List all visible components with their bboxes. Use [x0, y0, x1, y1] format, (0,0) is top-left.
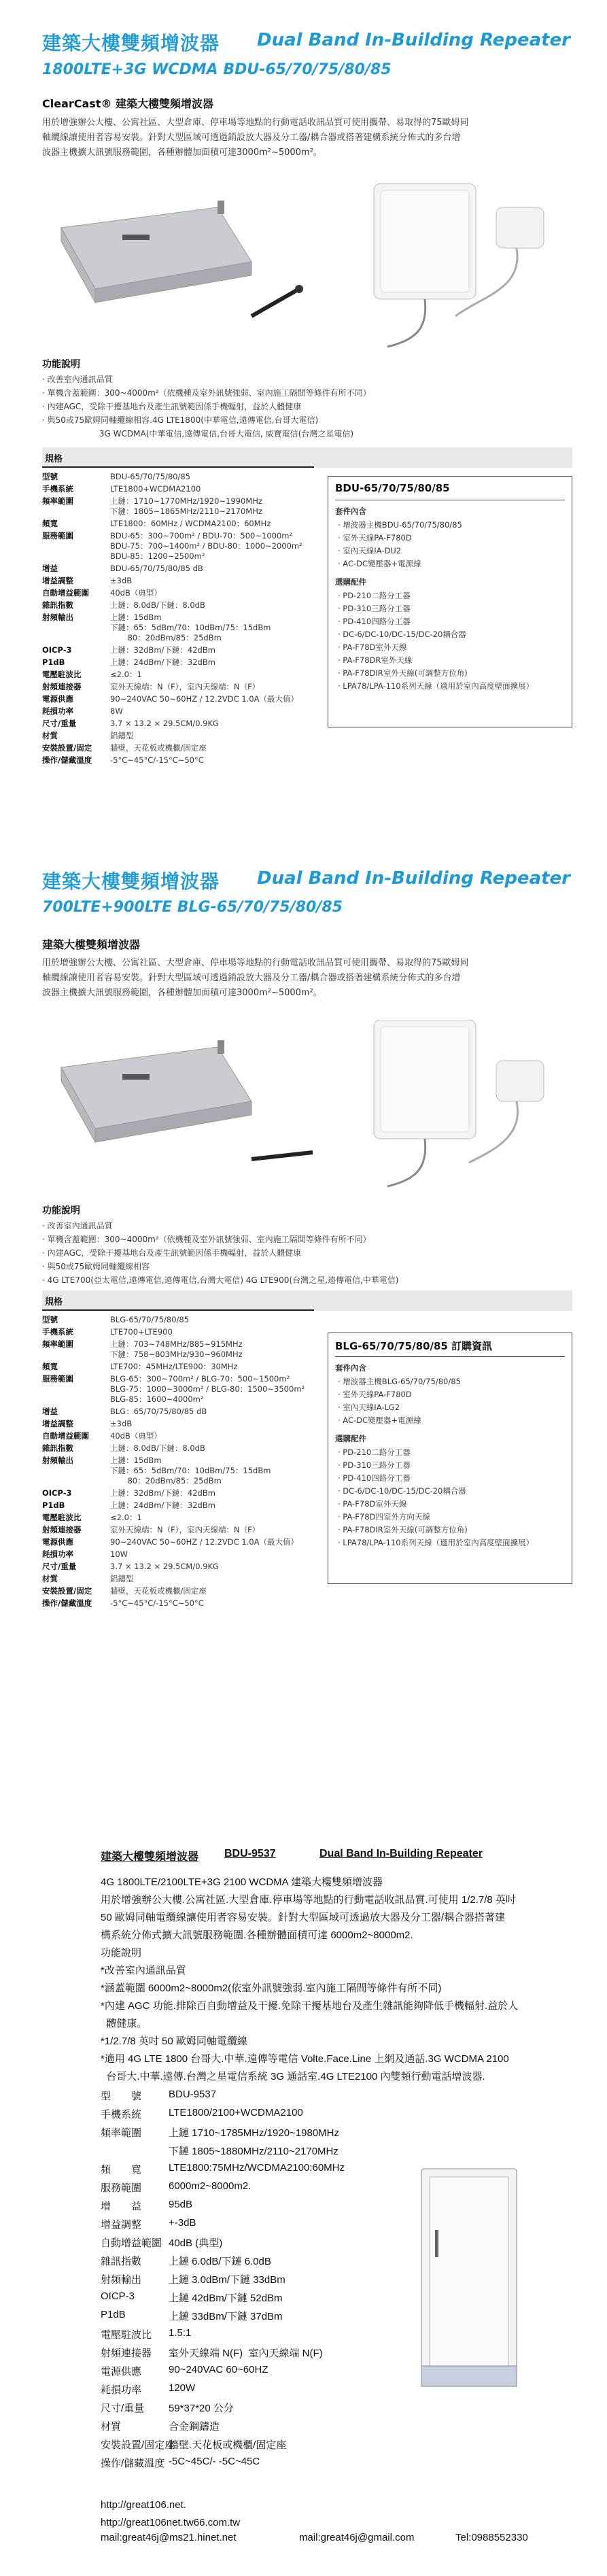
repeater-unit-icon — [61, 1040, 252, 1142]
intro-line: 波器主機擴大訊號服務範圍，各種辦體加面積可達3000m²~5000m²。 — [42, 148, 322, 158]
spec-key: 材質 — [101, 2421, 122, 2433]
spec-key: 耗損功率 — [42, 1549, 73, 1559]
website-link[interactable]: http://great106net.tw66.com.tw — [101, 2517, 241, 2528]
spec-value: 上鏈：8.0dB/下鏈：8.0dB — [110, 1443, 205, 1453]
spec-key: 增益調整 — [42, 576, 73, 585]
spec-key: 頻率範圍 — [101, 2127, 142, 2139]
section3-header-model: BDU-9537 — [224, 1848, 276, 1859]
spec-value: 上鏈：8.0dB/下鏈：8.0dB — [110, 600, 205, 610]
spec-value: 鋁鑄型 — [110, 1574, 134, 1583]
spec-value: 3.7 × 13.2 × 29.5CM/0.9KG — [110, 1562, 219, 1571]
spec-value: 室外天線端：N（F），室內天線端：N（F） — [110, 1525, 260, 1534]
spec-value: +-3dB — [169, 2217, 196, 2229]
panel-antenna-icon — [374, 184, 476, 347]
spec-value: BLG-65：300~700m² / BLG-70：500~1500m² — [110, 1374, 290, 1384]
section1-features-heading: 功能說明 — [42, 359, 80, 370]
section1-spec-heading: 規格 — [45, 454, 63, 464]
spec-value: BLG-65/70/75/80/85 — [110, 1315, 190, 1324]
section1-order-box — [328, 476, 572, 727]
spec-key: 增益調整 — [42, 1419, 73, 1428]
feature-item: · 改善室內通訊品質 — [42, 375, 113, 384]
box-options — [338, 589, 534, 693]
spec-key: 材質 — [42, 731, 58, 740]
spec-key: OICP-3 — [42, 1488, 72, 1498]
box-option-item: · PD-310三路分工器 — [338, 1460, 411, 1470]
spec-key: 射頻輸出 — [101, 2274, 142, 2286]
box-option-item: · DC-6/DC-10/DC-15/DC-20耦合器 — [338, 1486, 466, 1496]
desc-line: *1/2.7/8 英吋 50 歐姆同軸電纜線 — [101, 2036, 247, 2047]
spec-value: 室外天線端 N(F) 室內天線端 N(F) — [169, 2348, 323, 2359]
spec-key: P1dB — [42, 657, 65, 667]
section2-subtitle: 700LTE+900LTE BLG-65/70/75/80/85 — [42, 899, 343, 916]
spec-key: 尺寸/重量 — [42, 1562, 77, 1571]
intro-line: 波器主機擴大訊號服務範圍，各種辦體加面積可達3000m²~5000m²。 — [42, 988, 322, 998]
box-option-item: · LPA78/LPA-110系列天線（適用於室內高度壁面擴展） — [338, 1538, 534, 1547]
spec-key: 服務範圍 — [42, 531, 73, 540]
spec-value: 90~240VAC 50~60HZ / 12.2VDC 1.0A（最大值） — [110, 1537, 298, 1547]
spec-value: 95dB — [169, 2199, 193, 2210]
feature-item: · 單機含蓋範圍：300~4000m²（依機種及室外訊號強弱、室內施工隔間等條件有所不同） — [42, 388, 371, 398]
spec-key: P1dB — [101, 2309, 126, 2320]
desc-line: 體健康。 — [101, 2018, 148, 2029]
box-list-item: · 室內天線IA-LG2 — [338, 1403, 400, 1412]
spec-value: 上鏈：32dBm/下鏈：42dBm — [110, 1488, 215, 1498]
spec-value: 120W — [169, 2382, 196, 2394]
spec-value: BLG-75：1000~3000m² / BLG-80：1500~3500m² — [110, 1384, 305, 1394]
section2-features — [42, 1219, 579, 1287]
intro-line: 軸纜線讓使用者容易安裝。針對大型區域可透過銷設放大器及分工器/耦合器或搭著建構系統分佈式的多台增 — [42, 973, 461, 983]
section2-title-cn: 建築大樓雙頻增波器 — [42, 870, 220, 893]
spec-key: 自動增益範圍 — [42, 1431, 89, 1441]
feature-item: · 內建AGC，受除干擾基地台及產生訊號範因係手機輻射，益於人體健康 — [42, 402, 302, 411]
spec-key: 型號 — [42, 472, 58, 481]
intro-line: 軸纜線讓使用者容易安裝。針對大型區域可透過銷設放大器及分工器/耦合器或搭著建構系統分佈式的多台增 — [42, 133, 461, 143]
box-option-item: · PD-410四路分工器 — [338, 617, 411, 626]
spec-value: 40dB (典型) — [169, 2237, 223, 2249]
spec-key: 電壓駐波比 — [42, 1513, 82, 1522]
spec-value: BLG：65/70/75/80/85 dB — [110, 1407, 207, 1416]
spec-key: 雜訊指數 — [101, 2256, 142, 2267]
spec-key: 材質 — [42, 1574, 58, 1583]
section2-brand-heading: 建築大樓雙頻增波器 — [42, 938, 141, 951]
box-option-item: · PD-210二路分工器 — [338, 591, 411, 600]
spec-key: 增益 — [42, 1407, 58, 1416]
contact-email-2[interactable]: mail:great46j@gmail.com — [299, 2532, 415, 2543]
box-option-item: · PD-310三路分工器 — [338, 604, 411, 613]
box-title: BLG-65/70/75/80/85 訂購資訊 — [335, 1340, 493, 1352]
spec-key: 射頻連接器 — [42, 1525, 82, 1534]
box-option-item: · DC-6/DC-10/DC-15/DC-20耦合器 — [338, 630, 466, 639]
website-link[interactable]: http://great106.net. — [101, 2499, 186, 2511]
spec-value: ±3dB — [110, 576, 133, 585]
spec-value: 鋁鑄型 — [110, 731, 134, 740]
box-options — [338, 1446, 534, 1549]
spec-value: 80：20dBm/85：25dBm — [110, 633, 222, 642]
spec-value: BDU-85：1200~2500m² — [110, 551, 205, 561]
box-list-item: · 室外天線PA-F780D — [338, 533, 412, 543]
desc-line: 台哥大.中華.遠傳.台灣之星電信系統 3G 通話室.4G LTE2100 內雙頻行動電話增波器. — [101, 2071, 485, 2082]
spec-key: 增益 — [42, 564, 58, 573]
spec-value: 上鏈：15dBm — [110, 1456, 162, 1465]
desc-line: *涵蓋範圍 6000m2~8000m2(依室外訊號強弱.室內施工隔間等條件有所不同) — [101, 1982, 442, 1994]
box-list-item: · AC-DC變壓器+電源線 — [338, 1415, 421, 1425]
section2-title-en: Dual Band In-Building Repeater — [257, 868, 570, 889]
section1-brand-heading: ClearCast® 建築大樓雙頻增波器 — [42, 97, 214, 110]
box-title: BDU-65/70/75/80/85 — [335, 482, 450, 494]
spec-key: 雜訊指數 — [42, 1443, 73, 1453]
spec-key: 電源供應 — [42, 1537, 73, 1547]
spec-value: 牆壁，天花板或機櫃/固定座 — [110, 1586, 207, 1596]
section3-spec-table — [101, 2089, 406, 2490]
spec-key: 電源供應 — [42, 694, 73, 704]
box-list-item: · 增波器主機BLG-65/70/75/80/85 — [338, 1377, 461, 1386]
section2-order-box — [328, 1333, 572, 1584]
box-list — [338, 519, 462, 570]
spec-key: 尺寸/重量 — [101, 2403, 145, 2414]
box-list-item: · 增波器主機BDU-65/70/75/80/85 — [338, 520, 462, 530]
box-option-heading: 選購配件 — [335, 1434, 366, 1443]
box-option-item: · PA-F78D室外天線 — [338, 1499, 407, 1509]
box-list-item: · AC-DC變壓器+電源線 — [338, 559, 421, 568]
spec-value: 室外天線端：N（F），室內天線端：N（F） — [110, 682, 260, 691]
spec-value: ±3dB — [110, 1419, 133, 1428]
spec-key: OICP-3 — [101, 2290, 135, 2302]
spec-key: 頻寬 — [42, 1362, 58, 1371]
spec-value: BDU-75：700~1400m² / BDU-80：1000~2000m² — [110, 541, 302, 551]
spec-key: 操作/儲藏溫度 — [42, 755, 92, 765]
spec-value: BDU-65/70/75/80/85 dB — [110, 564, 203, 573]
spec-value: 合金鋼鑄造 — [169, 2421, 220, 2433]
repeater-unit-icon — [61, 201, 252, 303]
spec-value: LTE700+LTE900 — [110, 1327, 173, 1337]
spec-value: 下鏈：758~803MHz/930~960MHz — [110, 1350, 243, 1359]
spec-value: 59*37*20 公分 — [169, 2403, 234, 2414]
spec-value: 下鏈：1805~1865MHz/2110~2170MHz — [110, 506, 262, 516]
section3-description — [101, 1874, 590, 2086]
box-list-heading: 套件內含 — [335, 506, 366, 516]
spec-key: 型 號 — [101, 2091, 142, 2102]
spec-value: 上鏈 33dBm/下鏈 37dBm — [169, 2311, 283, 2322]
box-option-heading: 選購配件 — [335, 577, 366, 587]
spec-key: 操作/儲藏溫度 — [42, 1598, 92, 1608]
box-option-item: · PA-F78DR室外天線 — [338, 655, 413, 665]
spec-key: 自動增益範圍 — [101, 2237, 162, 2249]
spec-value: LTE1800/2100+WCDMA2100 — [169, 2107, 303, 2118]
box-option-item: · LPA78/LPA-110系列天線（適用於室內高度壁面擴展） — [338, 681, 534, 691]
spec-value: -5C~45C/- -5C~45C — [169, 2456, 260, 2467]
spec-value: 上鏈：1710~1770MHz/1920~1990MHz — [110, 496, 262, 506]
section1-title-en: Dual Band In-Building Repeater — [257, 30, 570, 50]
feature-item: · 4G LTE700(亞太電信,遠傳電信,遠傳電信,台灣大電信) 4G LTE900(台灣之星,遠傳電信,中華電信) — [42, 1275, 399, 1285]
feature-item: · 單機含蓋範圍：300~4000m²（依機種及室外訊號強弱、室內施工隔間等條件有所不同） — [42, 1235, 371, 1244]
spec-key: 射頻連接器 — [101, 2348, 152, 2359]
section1-intro — [42, 116, 579, 160]
spec-value: 90~240VAC 60~60HZ — [169, 2364, 268, 2375]
spec-key: 安裝設置/固定 — [42, 1586, 92, 1596]
desc-line: 4G 1800LTE/2100LTE+3G 2100 WCDMA 建築大樓雙頻增波器 — [101, 1876, 383, 1888]
box-option-item: · PA-F78D四室外方向天線 — [338, 1512, 430, 1522]
spec-key: 頻 寬 — [101, 2164, 142, 2176]
spec-value: 上鏈：32dBm/下鏈：42dBm — [110, 645, 215, 655]
spec-value: 上鏈：15dBm — [110, 613, 162, 622]
spec-value: 80：20dBm/85：25dBm — [110, 1476, 222, 1486]
spec-key: 型號 — [42, 1315, 58, 1324]
spec-value: -5°C~45°C/-15°C~50°C — [110, 1598, 204, 1608]
spec-key: 射頻連接器 — [42, 682, 82, 691]
box-list-item: · 室內天線IA-DU2 — [338, 546, 402, 555]
spec-key: 操作/儲藏溫度 — [101, 2458, 165, 2469]
spec-value: 3.7 × 13.2 × 29.5CM/0.9KG — [110, 719, 219, 728]
dipole-antenna-icon — [252, 285, 303, 316]
spec-key: 手機系統 — [101, 2109, 142, 2120]
spec-value: ≤2.0：1 — [110, 670, 142, 679]
spec-value: 6000m2~8000m2. — [169, 2180, 252, 2192]
box-option-item: · PA-F78DIR室外天線(可調整方位角) — [338, 668, 468, 678]
spec-value: LTE700：45MHz/LTE900：30MHz — [110, 1362, 238, 1371]
spec-value: LTE1800：60MHz / WCDMA2100：60MHz — [110, 519, 271, 528]
spec-value: 8W — [110, 706, 123, 716]
desc-line: 功能說明 — [101, 1947, 142, 1959]
spec-value: 上鏈 42dBm/下鏈 52dBm — [169, 2292, 283, 2304]
spec-value: 40dB（典型） — [110, 1431, 162, 1441]
spec-key: 增益調整 — [101, 2219, 142, 2231]
contact-email-1[interactable]: mail:great46j@ms21.hinet.net — [101, 2532, 237, 2543]
spec-value: 上鏈 1710~1785MHz/1920~1980MHz — [169, 2127, 339, 2139]
spec-key: 安裝設置/固定 — [42, 743, 92, 753]
spec-key: 頻寬 — [42, 519, 58, 528]
section1-spec-table — [42, 472, 328, 764]
spec-value: 上鏈：24dBm/下鏈：32dBm — [110, 657, 215, 667]
box-option-item: · PD-410四路分工器 — [338, 1473, 411, 1483]
spec-value: LTE1800:75MHz/WCDMA2100:60MHz — [169, 2162, 345, 2174]
spec-value: 1.5:1 — [169, 2327, 192, 2339]
intro-line: 用於增強辦公大樓、公寓社區、大型倉庫、停車場等地點的行動電話收訊品質可使用攜帶、易取得的75歐姆同 — [42, 118, 469, 128]
spec-key: 耗損功率 — [42, 706, 73, 716]
spec-key: 耗損功率 — [101, 2384, 142, 2396]
spec-value: 下鏈：65：5dBm/70：10dBm/75：15dBm — [110, 623, 271, 632]
box-option-item: · PA-F78D室外天線 — [338, 642, 407, 652]
section2-spec-table — [42, 1315, 328, 1607]
spec-key: 射頻輸出 — [42, 1456, 73, 1465]
box-list-heading: 套件內含 — [335, 1363, 366, 1373]
dipole-antenna-icon — [252, 1152, 313, 1159]
spec-value: -5°C~45°C/-15°C~50°C — [110, 755, 204, 765]
spec-value: ≤2.0：1 — [110, 1513, 142, 1522]
desc-line: 用於增強辦公大樓.公寓社區.大型倉庫.停車場等地點的行動電話收訊品質.可使用 1/2.7/8 英吋 — [101, 1894, 516, 1906]
spec-key: 電源供應 — [101, 2366, 142, 2377]
spec-key: 射頻輸出 — [42, 613, 73, 622]
section1-product-images — [48, 180, 571, 350]
feature-item: · 與50或75歐姆同軸纜線相容.4G LTE1800(中華電信,遠傳電信,台哥大電信) — [42, 415, 319, 425]
spec-value: LTE1800+WCDMA2100 — [110, 484, 201, 494]
panel-antenna-icon — [374, 1020, 476, 1186]
contact-phone[interactable]: Tel:0988552330 — [455, 2532, 528, 2543]
spec-value: 下鏈 1805~1880MHz/2110~2170MHz — [169, 2146, 339, 2157]
spec-key: 服務範圍 — [42, 1374, 73, 1384]
spec-value: 上鏈 6.0dB/下鏈 6.0dB — [169, 2256, 271, 2267]
feature-item: · 改善室內通訊品質 — [42, 1221, 113, 1231]
spec-key: 手機系統 — [42, 1327, 73, 1337]
feature-item: · 內建AGC，受除干擾基地台及產生訊號範因係手機輻射，益於人體健康 — [42, 1248, 302, 1258]
spec-key: P1dB — [42, 1500, 65, 1510]
spec-key: 自動增益範圍 — [42, 588, 89, 598]
section1-features — [42, 373, 579, 441]
spec-key: 電壓駐波比 — [101, 2329, 152, 2341]
section1-title-cn: 建築大樓雙頻增波器 — [42, 32, 220, 54]
section3-links — [101, 2496, 240, 2532]
power-adapter-icon — [469, 1061, 544, 1163]
spec-value: 牆壁，天花板或機櫃/固定座 — [110, 743, 207, 753]
spec-key: 尺寸/重量 — [42, 719, 77, 728]
spec-key: 安裝設置/固定座 — [101, 2439, 175, 2451]
spec-value: 下鏈：65：5dBm/70：10dBm/75：15dBm — [110, 1466, 271, 1475]
spec-value: BLG-85：1600~4000m² — [110, 1394, 204, 1404]
cabinet-repeater-icon — [415, 2162, 523, 2400]
desc-line: *內建 AGC 功能.排除百自動增益及干擾.免除干擾基地台及產生雜訊能夠降低手機輻射.益於人 — [101, 2000, 519, 2012]
spec-value: 40dB（典型） — [110, 588, 162, 598]
desc-line: 構系統分佈式擴大訊號服務範圍.各種辦體面積可達 6000m2~8000m2. — [101, 1929, 413, 1941]
section3-header-en: Dual Band In-Building Repeater — [319, 1848, 483, 1859]
spec-value: 上鏈 3.0dBm/下鏈 33dBm — [169, 2274, 285, 2286]
intro-line: 用於增強辦公大樓、公寓社區、大型倉庫、停車場等地點的行動電話收訊品質可使用攜帶、易取得的75歐姆同 — [42, 958, 469, 968]
desc-line: 50 歐姆同軸電纜線讓使用者容易安裝。針對大型區域可透過放大器及分工器/耦合器搭著建 — [101, 1912, 506, 1923]
spec-key: 手機系統 — [42, 484, 73, 494]
spec-value: 上鏈：24dBm/下鏈：32dBm — [110, 1500, 215, 1510]
box-list — [338, 1375, 461, 1427]
section1-subtitle: 1800LTE+3G WCDMA BDU-65/70/75/80/85 — [42, 61, 392, 78]
section2-intro — [42, 956, 579, 1001]
spec-key: OICP-3 — [42, 645, 72, 655]
spec-key: 電壓駐波比 — [42, 670, 82, 679]
spec-key: 頻率範圍 — [42, 496, 73, 506]
spec-value: 90~240VAC 50~60HZ / 12.2VDC 1.0A（最大值） — [110, 694, 298, 704]
box-list-item: · 室外天線PA-F780D — [338, 1390, 412, 1399]
feature-item: · 與50或75歐姆同軸纜線相容 — [42, 1262, 150, 1271]
feature-item: 3G WCDMA(中華電信,遠傳電信,台哥大電信, 威寶電信(台灣之星電信) — [42, 429, 354, 439]
spec-value: BDU-9537 — [169, 2089, 217, 2100]
section2-product-images — [48, 1020, 571, 1190]
box-option-item: · PA-F78DIR室外天線(可調整方位角) — [338, 1525, 468, 1534]
spec-key: 雜訊指數 — [42, 600, 73, 610]
spec-key: 增 益 — [101, 2201, 142, 2212]
section2-features-heading: 功能說明 — [42, 1205, 80, 1216]
desc-line: *改善室內通訊品質 — [101, 1965, 186, 1976]
spec-value: 牆壁.天花板或機櫃/固定座 — [169, 2439, 287, 2451]
spec-value: BDU-65/70/75/80/85 — [110, 472, 190, 481]
section3-header-cn: 建築大樓雙頻增波器 — [101, 1851, 199, 1863]
desc-line: *適用 4G LTE 1800 台哥大.中華.遠傳等電信 Volte.Face.Line 上網及通話.3G WCDMA 2100 — [101, 2053, 509, 2065]
section2-spec-heading: 規格 — [45, 1297, 63, 1307]
spec-value: 上鏈：703~748MHz/885~915MHz — [110, 1339, 243, 1349]
spec-key: 頻率範圍 — [42, 1339, 73, 1349]
spec-value: BDU-65：300~700m² / BDU-70：500~1000m² — [110, 531, 293, 540]
box-option-item: · PD-210二路分工器 — [338, 1447, 411, 1457]
spec-key: 服務範圍 — [101, 2182, 142, 2194]
spec-value: 10W — [110, 1549, 128, 1559]
